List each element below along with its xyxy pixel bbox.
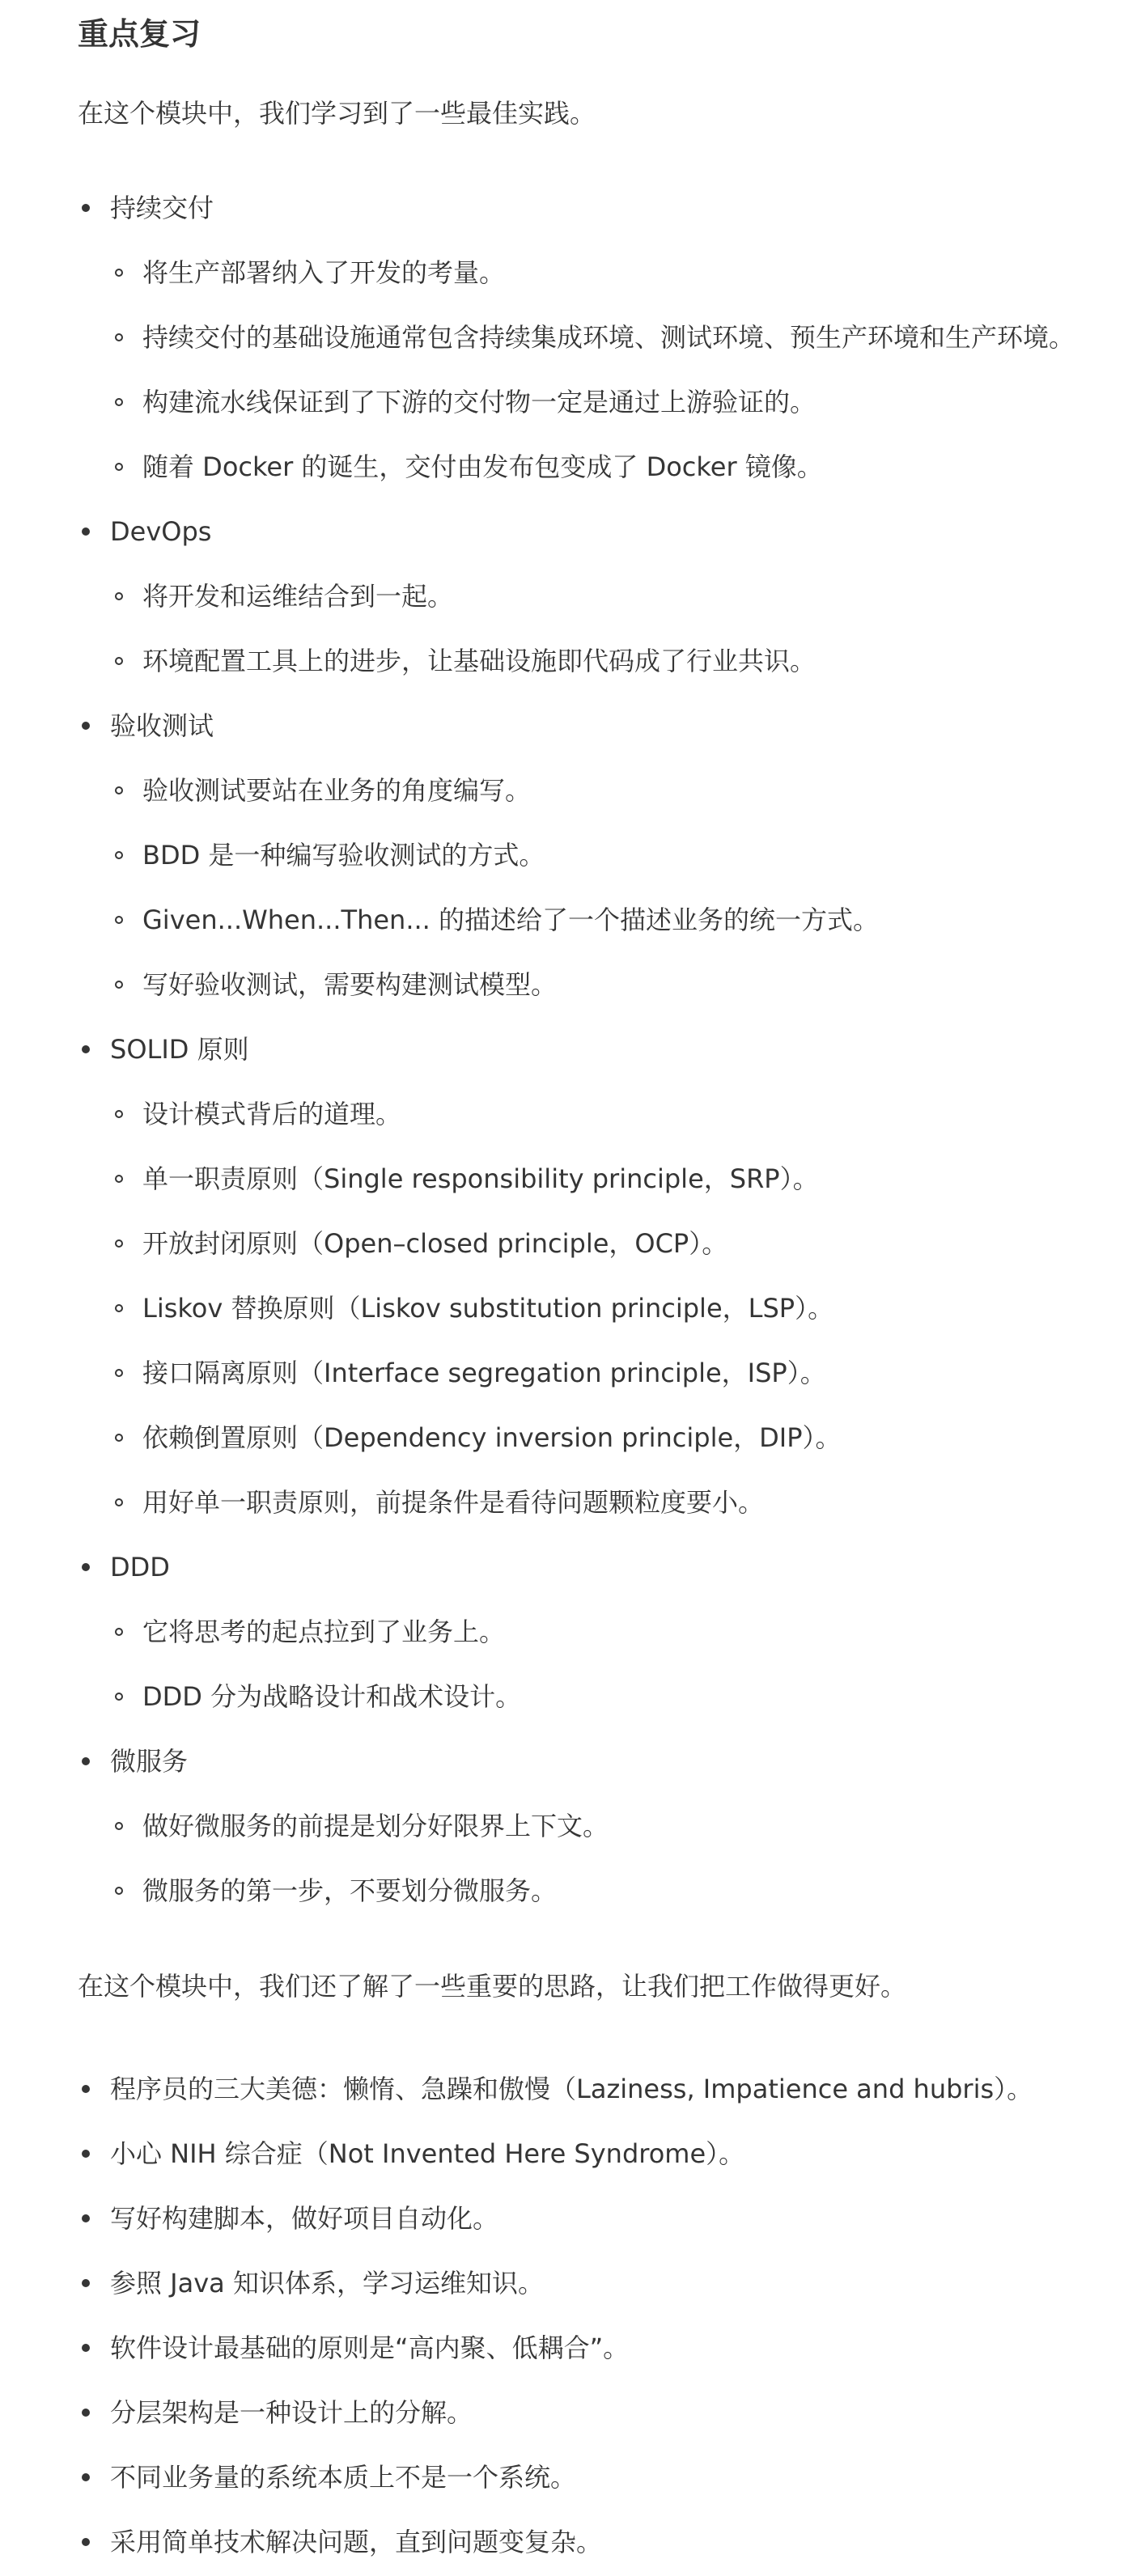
bullet-circle	[115, 786, 123, 794]
list-item-idea: 分层架构是一种设计上的分解。	[110, 2392, 473, 2433]
bullet-disc	[82, 2279, 90, 2287]
bullet-circle	[115, 1498, 123, 1506]
bullet-circle	[115, 1693, 123, 1701]
intro-paragraph: 在这个模块中，我们学习到了一些最佳实践。	[78, 98, 596, 129]
bullet-disc	[82, 2409, 90, 2417]
bullet-circle	[115, 1434, 123, 1442]
sub-list-item: 开放封闭原则（Open–closed principle，OCP）。	[142, 1223, 727, 1264]
bullet-disc	[82, 2150, 90, 2158]
sub-list-item: Liskov 替换原则（Liskov substitution principle，LSP）。	[142, 1288, 833, 1328]
sub-list-item: BDD 是一种编写验收测试的方式。	[142, 835, 545, 875]
bullet-disc	[82, 722, 90, 730]
sub-list-item: 写好验收测试，需要构建测试模型。	[142, 964, 557, 1005]
bullet-disc	[82, 1757, 90, 1765]
bullet-disc	[82, 1563, 90, 1571]
bullet-circle	[115, 333, 123, 341]
sub-list-item: 做好微服务的前提是划分好限界上下文。	[142, 1806, 609, 1846]
bullet-circle	[115, 657, 123, 665]
list-item-microservices: 微服务	[110, 1741, 188, 1782]
list-item-idea: 采用简单技术解决问题，直到问题变复杂。	[110, 2522, 602, 2562]
sub-list-item: 将开发和运维结合到一起。	[142, 576, 453, 616]
sub-list-item: 它将思考的起点拉到了业务上。	[142, 1612, 505, 1652]
list-item-acceptance-testing: 验收测试	[110, 705, 214, 746]
bullet-disc	[82, 2214, 90, 2222]
bullet-circle	[115, 916, 123, 924]
bullet-circle	[115, 592, 123, 600]
sub-list-item: 接口隔离原则（Interface segregation principle，ISP）。	[142, 1353, 826, 1393]
summary-paragraph: 在这个模块中，我们还了解了一些重要的思路，让我们把工作做得更好。	[78, 1971, 907, 2002]
bullet-disc	[82, 527, 90, 536]
sub-list-item: 用好单一职责原则，前提条件是看待问题颗粒度要小。	[142, 1482, 764, 1523]
list-item-idea: 写好构建脚本，做好项目自动化。	[110, 2198, 498, 2239]
bullet-circle	[115, 1304, 123, 1312]
list-item-idea: 小心 NIH 综合症（Not Invented Here Syndrome）。	[110, 2133, 744, 2174]
bullet-circle	[115, 398, 123, 406]
bullet-circle	[115, 1239, 123, 1248]
list-item-idea: 软件设计最基础的原则是“高内聚、低耦合”。	[110, 2328, 629, 2368]
bullet-disc	[82, 2344, 90, 2352]
bullet-circle	[115, 1628, 123, 1636]
sub-list-item: 随着 Docker 的诞生，交付由发布包变成了 Docker 镜像。	[142, 447, 823, 487]
sub-list-item: 构建流水线保证到了下游的交付物一定是通过上游验证的。	[142, 382, 816, 422]
sub-list-item: Given...When...Then... 的描述给了一个描述业务的统一方式。	[142, 900, 879, 940]
bullet-circle	[115, 1369, 123, 1377]
bullet-disc	[82, 2473, 90, 2481]
sub-list-item: 设计模式背后的道理。	[142, 1094, 401, 1134]
list-item-idea: 参照 Java 知识体系，学习运维知识。	[110, 2263, 544, 2303]
bullet-disc	[82, 204, 90, 212]
bullet-circle	[115, 463, 123, 471]
bullet-circle	[115, 1110, 123, 1118]
sub-list-item: 单一职责原则（Single responsibility principle，SRP）。	[142, 1159, 819, 1199]
sub-list-item: 依赖倒置原则（Dependency inversion principle，DIP）。	[142, 1417, 842, 1458]
sub-list-item: 将生产部署纳入了开发的考量。	[142, 252, 505, 293]
bullet-circle	[115, 269, 123, 277]
bullet-circle	[115, 1887, 123, 1895]
sub-list-item: 持续交付的基础设施通常包含持续集成环境、测试环境、预生产环境和生产环境。	[142, 317, 1075, 358]
bullet-disc	[82, 2085, 90, 2093]
list-item-continuous-delivery: 持续交付	[110, 188, 214, 228]
sub-list-item: 微服务的第一步，不要划分微服务。	[142, 1871, 557, 1911]
list-item-ddd: DDD	[110, 1547, 170, 1587]
list-item-idea: 不同业务量的系统本质上不是一个系统。	[110, 2457, 576, 2498]
sub-list-item: 环境配置工具上的进步，让基础设施即代码成了行业共识。	[142, 641, 816, 681]
bullet-circle	[115, 981, 123, 989]
list-item-idea: 程序员的三大美德：懒惰、急躁和傲慢（Laziness, Impatience and hubris）。	[110, 2069, 1033, 2109]
bullet-disc	[82, 1045, 90, 1053]
bullet-circle	[115, 1822, 123, 1830]
sub-list-item: 验收测试要站在业务的角度编写。	[142, 770, 531, 811]
list-item-devops: DevOps	[110, 511, 211, 552]
bullet-disc	[82, 2538, 90, 2546]
section-heading: 重点复习	[78, 16, 201, 52]
bullet-circle	[115, 851, 123, 859]
bullet-circle	[115, 1175, 123, 1183]
sub-list-item: DDD 分为战略设计和战术设计。	[142, 1676, 521, 1717]
list-item-solid-principles: SOLID 原则	[110, 1029, 249, 1070]
